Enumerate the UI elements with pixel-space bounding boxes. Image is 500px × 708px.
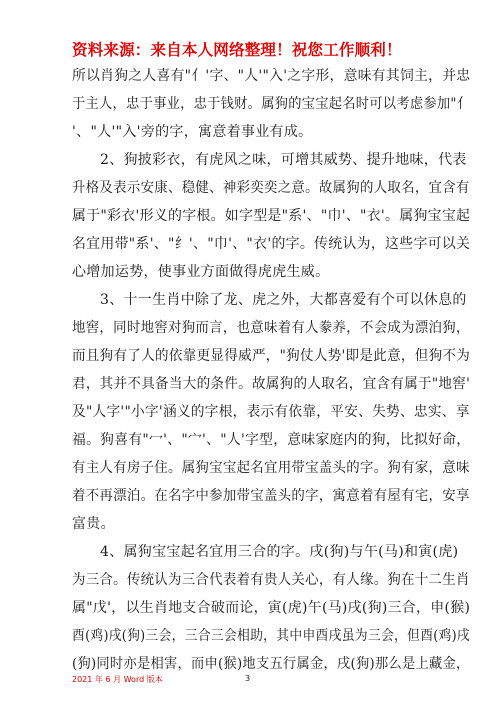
paragraph-line: 君，其并不具备当大的条件。故属狗的人取名，宜含有属于"地窖' [72,376,471,392]
paragraph-line: 地窖，同时地窖对狗而言，也意味着有人豢养，不会成为漂泊狗， [72,320,470,336]
paragraph-line: 2、狗披彩衣，有虎风之味，可增其威势、提升地味，代表 [100,152,467,168]
paragraph-line: 升格及表示安康、稳健、神彩奕奕之意。故属狗的人取名，宜含有 [72,180,470,196]
paragraph-line: 酉(鸡)戌(狗)三会，三合三会相助，其中申酉戌虽为三会，但酉(鸡)戌 [72,628,471,644]
paragraph-line: 所以肖狗之人喜有"亻'字、"人'"入'之字形，意味有其饲主，并忠 [72,68,471,84]
paragraph-line: 及"人字'"小字'涵义的字根，表示有依靠，平安、失势、忠实、享 [72,404,470,420]
paragraph-line: 心增加运势，使事业方面做得虎虎生威。 [72,264,330,280]
paragraph-line: 而且狗有了人的依靠更显得威严，"狗仗人势'即是此意，但狗不为 [72,348,471,364]
paragraph-line: 名宜用带"系'、"纟'、"巾'、"衣'的字。传统认为，这些字可以关 [72,236,471,252]
paragraph-line: 4、属狗宝宝起名宜用三合的字。戌(狗)与午(马)和寅(虎) [100,544,459,560]
paragraph-line: 着不再漂泊。在名字中参加带宝盖头的字，寓意着有屋有宅，安享 [72,488,470,504]
paragraph-line: 有主人有房子住。属狗宝宝起名宜用带宝盖头的字。狗有家，意味 [72,460,470,476]
paragraph-line: 属"戊'，以生肖地支合破而论，寅(虎)午(马)戌(狗)三合，申(猴) [72,600,471,616]
footer-date-version: 2021 年 6 月 Word 版本 [72,675,163,684]
paragraph-line: '、"人'"入'旁的字，寓意着事业有成。 [72,124,313,140]
paragraph-line: 于主人，忠于事业，忠于钱财。属狗的宝宝起名时可以考虑参加"亻 [72,96,471,112]
paragraph-line: 3、十一生肖中除了龙、虎之外，大都喜爱有个可以休息的 [100,292,467,308]
paragraph-line: 为三合。传统认为三合代表着有贵人关心，有人缘。狗在十二生肖 [72,572,470,588]
page-number: 3 [245,674,251,683]
page-header: 资料来源：来自本人网络整理！祝您工作顺利！ [72,41,402,59]
paragraph-line: 福。狗喜有"冖'、"宀'、"人'字型，意味家庭内的狗，比拟好命， [72,432,471,448]
paragraph-line: 富贵。 [72,516,115,532]
paragraph-line: 属于"彩衣'形义的字根。如字型是"系'、"巾'、"衣'。属狗宝宝起 [72,208,471,224]
paragraph-line: (狗)同时亦是相害，而申(猴)地支五行属金，戌(狗)那么是上藏金， [72,656,470,672]
